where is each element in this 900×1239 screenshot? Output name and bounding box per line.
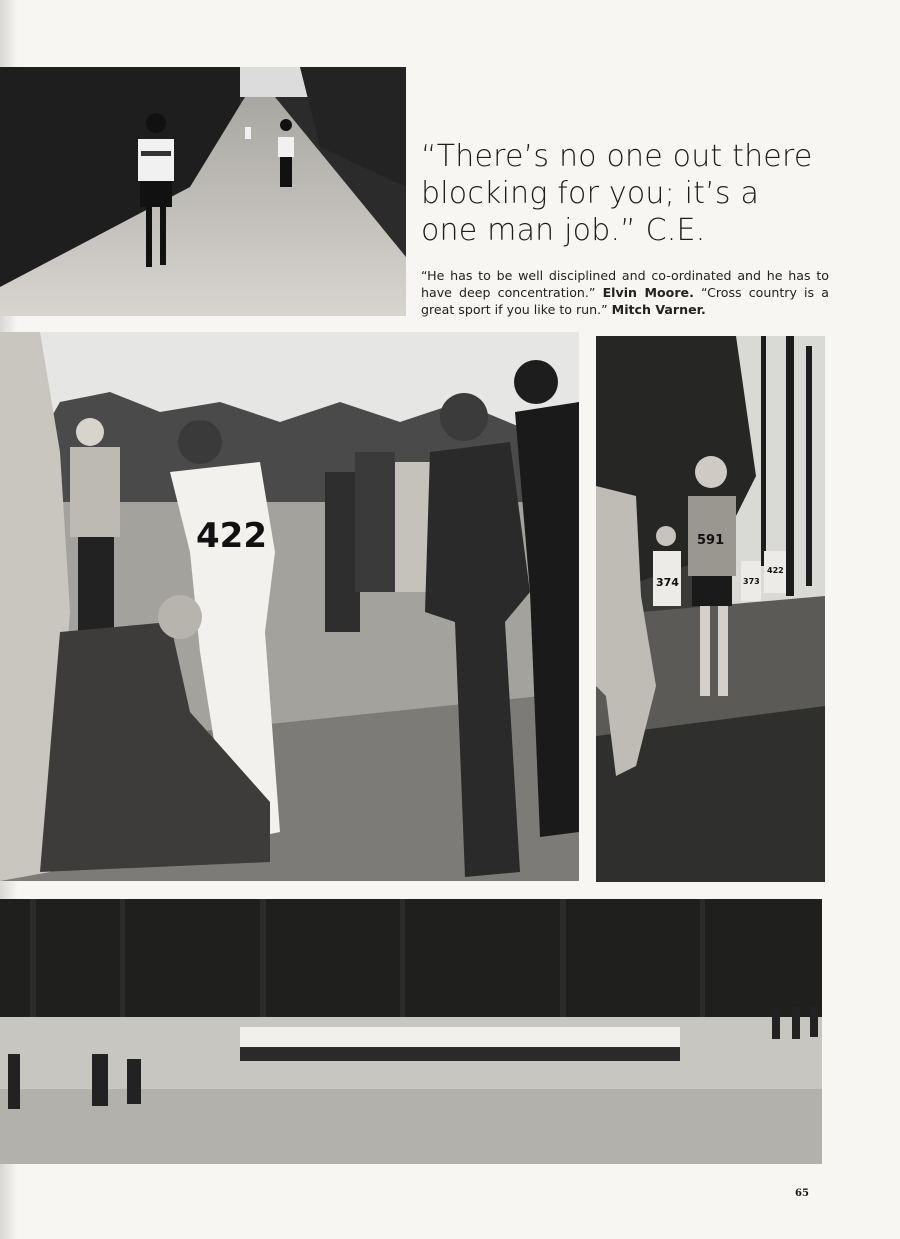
bib-422: 422 — [196, 516, 267, 556]
caption-quote-2: “Cross country is a great sport if you like to run.” — [421, 285, 829, 317]
caption-name-1: Elvin Moore. — [602, 285, 694, 300]
photo-finish-line-422 — [0, 332, 579, 881]
caption — [421, 267, 829, 318]
quote-line-2: blocking for you; it’s a — [421, 176, 760, 211]
pull-quote — [421, 138, 841, 249]
quote-line-3: one man job.” C.E. — [421, 213, 706, 248]
photo-road-runners — [0, 67, 406, 316]
quote-line-1: “There’s no one out there — [421, 139, 813, 174]
photo-mass-start-field — [0, 899, 822, 1164]
bib-374: 374 — [656, 576, 679, 589]
caption-name-2: Mitch Varner. — [611, 302, 706, 317]
bib-591: 591 — [697, 533, 725, 548]
bib-422-background: 422 — [767, 566, 784, 575]
caption-quote-1: “He has to be well disciplined and co-ordinated and he has to have deep concentration.” — [421, 268, 829, 300]
page-number: 65 — [795, 1188, 809, 1199]
photo-woods-runners — [596, 336, 825, 882]
bib-373: 373 — [743, 577, 760, 586]
